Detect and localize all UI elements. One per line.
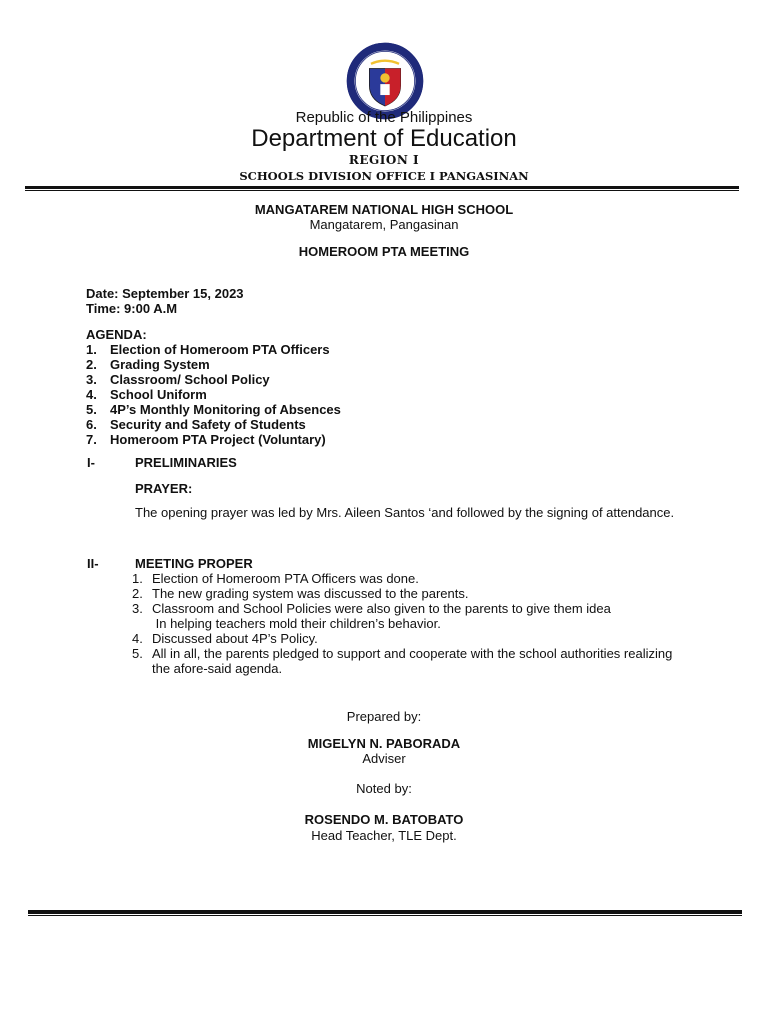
- agenda-item: 2. Grading System: [86, 357, 210, 372]
- header-divider: [25, 186, 739, 191]
- list-item: 2. The new grading system was discussed to the parents.: [132, 586, 469, 601]
- list-item-continuation: In helping teachers mold their children’s behavior.: [152, 616, 441, 631]
- document-title: HOMEROOM PTA MEETING: [298, 244, 470, 259]
- list-item: 1. Election of Homeroom PTA Officers was done.: [132, 571, 419, 586]
- meeting-date: Date: September 15, 2023: [86, 286, 244, 301]
- school-address: Mangatarem, Pangasinan: [309, 217, 459, 232]
- meeting-time: Time: 9:00 A.M: [86, 301, 178, 316]
- region-text: REGION I: [348, 153, 420, 167]
- agenda-item: 4. School Uniform: [86, 387, 207, 402]
- noted-name: ROSENDO M. BATOBATO: [304, 812, 464, 827]
- agenda-list: [86, 342, 341, 447]
- prayer-heading: PRAYER:: [135, 481, 193, 496]
- agenda-heading: AGENDA:: [86, 327, 147, 342]
- meeting-proper-list: [132, 571, 672, 676]
- list-item: 5. All in all, the parents pledged to support and cooperate with the school authorities realizing: [132, 646, 673, 661]
- agenda-item: 7. Homeroom PTA Project (Voluntary): [86, 432, 326, 447]
- list-item-continuation: the afore-said agenda.: [152, 661, 283, 676]
- noted-label: Noted by:: [356, 781, 412, 796]
- prepared-label: Prepared by:: [346, 709, 422, 724]
- division-office: SCHOOLS DIVISION OFFICE I PANGASINAN: [239, 169, 529, 183]
- prepared-name: MIGELYN N. PABORADA: [307, 736, 461, 751]
- agenda-item: 3. Classroom/ School Policy: [86, 372, 270, 387]
- department-name: Department of Education: [251, 125, 517, 152]
- republic-text: Republic of the Philippines: [295, 109, 473, 126]
- prepared-title: Adviser: [362, 751, 406, 766]
- agenda-item: 5. 4P’s Monthly Monitoring of Absences: [86, 402, 341, 417]
- section2-numeral: II-: [87, 556, 99, 571]
- list-item: 4. Discussed about 4P’s Policy.: [132, 631, 318, 646]
- footer-divider: [28, 910, 742, 916]
- agenda-item: 1. Election of Homeroom PTA Officers: [86, 342, 330, 357]
- section1-numeral: I-: [87, 455, 95, 470]
- prayer-text: The opening prayer was led by Mrs. Aileen Santos ‘and followed by the signing of attendance.: [135, 505, 675, 520]
- section2-heading: MEETING PROPER: [135, 556, 253, 571]
- noted-title: Head Teacher, TLE Dept.: [311, 828, 457, 843]
- section1-heading: PRELIMINARIES: [135, 455, 237, 470]
- agenda-item: 6. Security and Safety of Students: [86, 417, 306, 432]
- list-item: 3. Classroom and School Policies were also given to the parents to give them idea: [132, 601, 611, 616]
- school-name: MANGATAREM NATIONAL HIGH SCHOOL: [254, 202, 514, 217]
